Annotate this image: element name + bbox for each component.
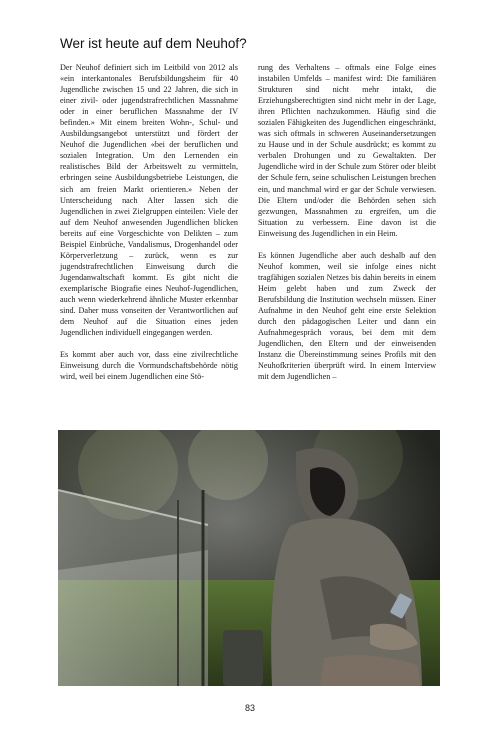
section-heading: Wer ist heute auf dem Neuhof?	[60, 36, 247, 51]
paragraph: rung des Verhaltens – oftmals eine Folge eines instabilen Umfelds – manifest wird: Die familiären Strukturen sind nicht mehr intakt, die Erziehungsberechtigten sind nicht mehr in der Lage, ihren Pflichten nachzukommen. Häufig sind die sozialen Fähigkeiten des Jugendlichen eingeschränkt, was sich oftmals in schweren Auseinandersetzungen zu Hause und in der Schule ausdrückt; es kommt zu verbalen Drohungen und zu Gewaltakten. Der Jugendliche wird in der Schule zum Störer oder bleibt der Schule fern, seine schulischen Leistungen brechen ein, und manchmal wird er gar der Schule verwiesen. Die Eltern und/oder die Behörden sehen sich gezwungen, Massnahmen zu ergreifen, um die Situation zu verbessern. Eine davon ist die Einweisung des Jugendlichen in ein Heim.	[258, 63, 436, 238]
text-column-right	[258, 62, 436, 393]
photo-illustration	[58, 430, 440, 686]
paragraph: Der Neuhof definiert sich im Leitbild von 2012 als «ein interkantonales Berufsbildungsheim für 40 Jugendliche zwischen 15 und 22 Jahren, die sich in einer zivil- oder jugendstrafrechtlichen Massnahme oder in einer beruflichen Massnahme der IV befinden.» Mit einem breiten Wohn-, Schul- und Ausbildungsangebot unterstützt und fördert der Neuhof die Jugendlichen «bei der beruflichen und sozialen Integration. Um den Lernenden ein realistisches Bild der Arbeitswelt zu vermitteln, erbringen seine Ausbildungsbetriebe Leistungen, die sich am freien Markt orientieren.» Neben der Unterscheidung nach Alter lassen sich die Jugendlichen in zwei Zielgruppen einteilen: Viele der auf dem Neuhof anwesenden Jugendlichen blicken bereits auf eine Vorgeschichte von Delikten – zum Beispiel Einbrüche, Vandalismus, Drogenhandel oder Körperverletzung – zurück, wenn es zur jugendstrafrechtlichen Einweisung durch die Jugendanwaltschaft kommt. Es gibt nicht die exemplarische Biografie eines Neuhof-Jugendlichen, auch wenn wiederkehrend ähnliche Muster erkennbar sind. Daher muss vonseiten der Verantwortlichen auf dem Neuhof auf die Situation eines jeden Jugendlichen individuell eingegangen werden.	[60, 63, 238, 338]
text-column-left	[60, 62, 238, 393]
paragraph: Es können Jugendliche aber auch deshalb auf den Neuhof kommen, weil sie infolge eines nicht tragfähigen sozialen Netzes bis dahin bereits in einem Heim gelebt haben und zum Zweck der Berufsbildung die Institution wechseln müssen. Einer Aufnahme in den Neuhof geht eine erste Selektion durch den pädagogischen Leiter und dann ein Aufnahmegespräch voraus, bei dem mit dem Jugendlichen, den Eltern und der einweisenden Instanz die Übereinstimmung seines Profils mit den Neuhofkriterien überprüft wird. In einem Interview mit dem Jugendlichen –	[258, 250, 436, 382]
page-number: 83	[244, 703, 255, 713]
paragraph: Es kommt aber auch vor, dass eine zivilrechtliche Einweisung durch die Vormundschaftsbehörde nötig wird, weil bei einem Jugendlichen eine Stö-	[60, 350, 238, 382]
photo-hooded-youth-with-phone	[58, 430, 440, 686]
